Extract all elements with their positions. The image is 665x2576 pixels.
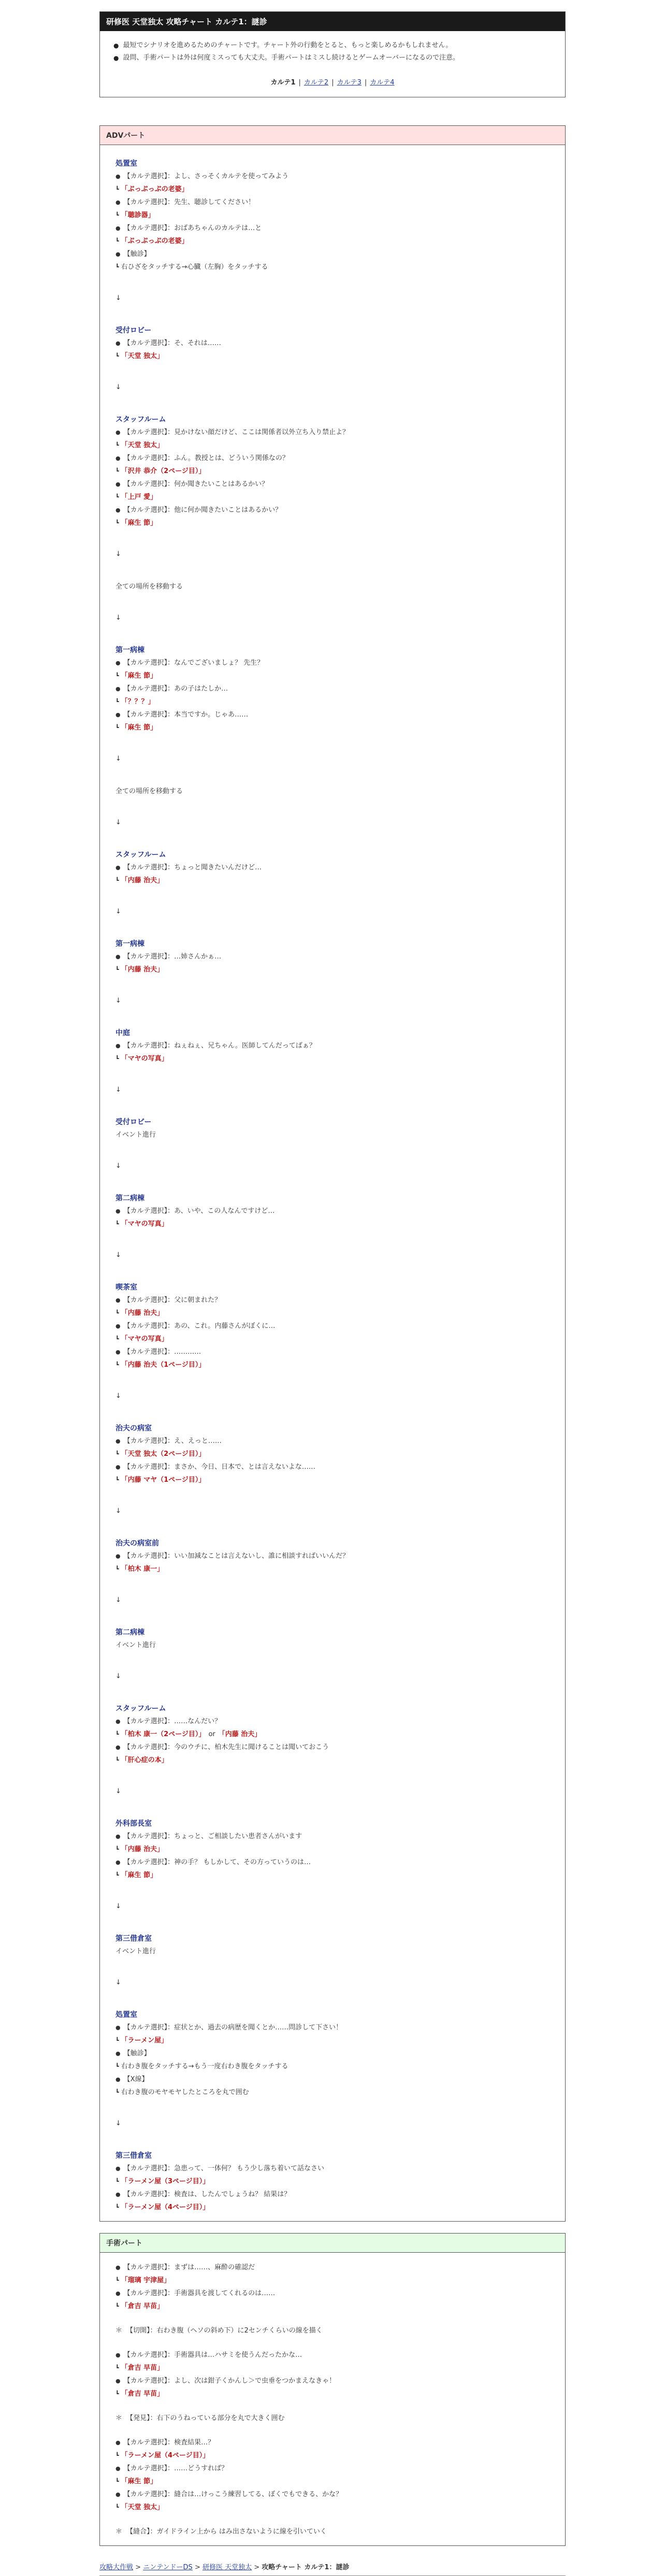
answer-text: 「天堂 独太」 xyxy=(121,2503,164,2511)
down-arrow: ↓ xyxy=(115,755,121,763)
choice-answer xyxy=(115,183,554,196)
choice-answer xyxy=(115,439,554,452)
choice-prompt: ● 【カルテ選択】：あの、これ。内藤さんがぼくに… xyxy=(115,1320,554,1333)
answer-text: 「マヤの写真」 xyxy=(121,1220,168,1228)
choice-answer xyxy=(115,1333,554,1346)
breadcrumb-link[interactable]: 研修医 天堂独太 xyxy=(202,2564,252,2571)
answer-text: 「沢井 恭介（2ページ目）」 xyxy=(121,467,206,475)
choice-prompt: ● 【カルテ選択】：今のウチに、柏木先生に聞けることは聞いておこう xyxy=(115,1741,554,1754)
choice-prompt: ● 【カルテ選択】：ねぇねぇ、兄ちゃん。医師してんだってばぁ？ xyxy=(115,1039,554,1052)
choice-prompt: ● 【カルテ選択】：本当ですか。じゃあ…… xyxy=(115,708,554,721)
choice-prompt: ● 【カルテ選択】：ふん。教授とは、どういう関係なの？ xyxy=(115,452,554,465)
choice-prompt: ● 【カルテ選択】：検査は、したんでしょうね？ 結果は？ xyxy=(115,2188,554,2201)
choice-answer xyxy=(115,2300,554,2313)
choice-answer xyxy=(115,2086,554,2099)
choice-answer xyxy=(115,2475,554,2488)
answer-text: 「麻生 節」 xyxy=(121,724,157,732)
down-arrow: ↓ xyxy=(115,1979,121,1986)
answer-text: 「柏木 康一」 xyxy=(121,1565,164,1573)
bullet-icon: ● xyxy=(113,42,119,49)
down-arrow: ↓ xyxy=(115,1507,121,1515)
choice-answer xyxy=(115,350,554,363)
answer-text: 「倉吉 早苗」 xyxy=(121,2302,164,2310)
answer-text: 「ラーメン屋」 xyxy=(121,2037,168,2044)
step-text: イベント進行 xyxy=(115,1948,156,1955)
answer-text: 「内藤 治夫（1ページ目）」 xyxy=(121,1361,206,1369)
choice-prompt: ● 【カルテ選択】：いい加減なことは言えないし、誰に相談すればいいんだ？ xyxy=(115,1550,554,1563)
choice-prompt: ● 【カルテ選択】：神の手？ もしかして、その方っていうのは… xyxy=(115,1856,554,1869)
karte-link[interactable]: カルテ3 xyxy=(337,79,362,87)
answer-text: 「ぷっぷっぷの老婆」 xyxy=(121,185,189,193)
choice-prompt: ● 【カルテ選択】：父に朝まれた？ xyxy=(115,1294,554,1307)
spacer xyxy=(115,2337,554,2349)
step-text: 全ての場所を移動する xyxy=(115,788,183,795)
down-arrow: ↓ xyxy=(115,1596,121,1604)
answer-text: 「瑠璃 宇津屋」 xyxy=(121,2277,171,2284)
choice-answer xyxy=(115,721,554,734)
breadcrumb-current: 攻略チャート カルテ1：謎診 xyxy=(262,2564,350,2571)
karte-link[interactable]: カルテ4 xyxy=(370,79,395,87)
answer-text: 右ひざをタッチする→心臓（左胸）をタッチする xyxy=(121,263,268,271)
location-heading: 治夫の病室 xyxy=(115,1424,152,1433)
location-heading: 外科部長室 xyxy=(115,1820,152,1828)
down-arrow: ↓ xyxy=(115,1251,121,1259)
answer-text: 「麻生 節」 xyxy=(121,519,157,527)
answer-text: 「ラーメン屋（3ページ目）」 xyxy=(121,2178,210,2185)
answer-text: 「マヤの写真」 xyxy=(121,1055,168,1063)
nav-separator: | xyxy=(298,79,301,87)
choice-answer xyxy=(115,517,554,529)
surgery-step: ＊ 【縫合】：ガイドライン上から はみ出さないように線を引いていく xyxy=(115,2525,554,2538)
down-arrow: ↓ xyxy=(115,1086,121,1094)
choice-prompt: ● 【カルテ選択】：よし、さっそくカルテを使ってみよう xyxy=(115,170,554,183)
choice-prompt: ● 【カルテ選択】：え、えっと…… xyxy=(115,1435,554,1448)
choice-answer xyxy=(115,1869,554,1882)
location-heading: 中庭 xyxy=(115,1029,130,1037)
answer-text: 「マヤの写真」 xyxy=(121,1335,168,1343)
surgery-step: ＊ 【発見】：右下のうねっている部分を丸で大きく囲む xyxy=(115,2412,554,2425)
down-arrow: ↓ xyxy=(115,550,121,558)
down-arrow: ↓ xyxy=(115,1672,121,1680)
choice-prompt: ● 【カルテ選択】：なんでございましょ？ 先生？ xyxy=(115,656,554,669)
choice-prompt: ● 【カルテ選択】：よし、次は鉗子くかんし＞で虫垂をつかまえなきゃ！ xyxy=(115,2374,554,2387)
down-arrow: ↓ xyxy=(115,908,121,915)
choice-answer xyxy=(115,963,554,976)
location-heading: 第三借倉室 xyxy=(115,2152,152,2160)
location-heading: 処置室 xyxy=(115,160,137,168)
location-heading: スタッフルーム xyxy=(115,851,166,859)
answer-text: 「倉吉 早苗」 xyxy=(121,2390,164,2398)
adv-section-title: ADVパート xyxy=(100,126,565,145)
choice-prompt: ● 【カルテ選択】：……なんだい？ xyxy=(115,1715,554,1728)
answer-text: 「麻生 節」 xyxy=(121,672,157,680)
down-arrow: ↓ xyxy=(115,294,121,302)
location-heading: スタッフルーム xyxy=(115,1705,166,1713)
choice-answer xyxy=(115,2060,554,2073)
answer-text: 「内藤 マヤ（1ページ目）」 xyxy=(121,1476,206,1484)
choice-prompt: ● 【カルテ選択】：まさか、今日、日本で、とは言えないよな…… xyxy=(115,1461,554,1473)
breadcrumb-separator: > xyxy=(133,2564,143,2571)
choice-prompt: ● 【カルテ選択】：あの子はたしか… xyxy=(115,682,554,695)
down-arrow: ↓ xyxy=(115,1392,121,1400)
surgery-step: ＊ 【切開】：右わき腹（ヘソの斜め下）に2センチくらいの線を描く xyxy=(115,2324,554,2337)
choice-prompt: ● 【カルテ選択】：そ、それは…… xyxy=(115,337,554,350)
choice-answer xyxy=(115,669,554,682)
location-heading: 治夫の病室前 xyxy=(115,1539,159,1548)
choice-answer xyxy=(115,491,554,504)
breadcrumb-link[interactable]: 攻略大作戦 xyxy=(99,2564,134,2571)
choice-prompt: ● 【X線】 xyxy=(115,2073,554,2086)
answer-text: 右わき腹をタッチする→もう一度右わき腹をタッチする xyxy=(121,2063,288,2070)
choice-prompt: ● 【触診】 xyxy=(115,248,554,261)
surgery-section-body xyxy=(100,2253,565,2545)
choice-answer xyxy=(115,1728,554,1741)
choice-answer xyxy=(115,1563,554,1576)
down-arrow: ↓ xyxy=(115,1787,121,1795)
surgery-section xyxy=(99,2233,566,2546)
choice-answer xyxy=(115,1843,554,1856)
location-heading: 処置室 xyxy=(115,2011,137,2019)
choice-prompt: ● 【カルテ選択】：ちょっと聞きたいんだけど… xyxy=(115,861,554,874)
location-heading: 喫茶室 xyxy=(115,1283,137,1292)
answer-text: 「？？？」 xyxy=(121,698,155,706)
nav-separator: | xyxy=(364,79,367,87)
answer-text: 「麻生 節」 xyxy=(121,2478,157,2485)
answer-text: 「天堂 独太」 xyxy=(121,441,164,449)
answer-text: 「天堂 独太」 xyxy=(121,352,164,360)
answer-text: 「肝心症の本」 xyxy=(121,1756,168,1764)
karte-link[interactable]: カルテ2 xyxy=(303,79,329,87)
choice-prompt: ● 【カルテ選択】：まずは……、麻酔の確認だ xyxy=(115,2261,554,2274)
choice-answer xyxy=(115,1218,554,1230)
spacer xyxy=(115,2400,554,2412)
karte-nav xyxy=(113,77,552,87)
choice-prompt: ● 【カルテ選択】：……どうすれば？ xyxy=(115,2462,554,2475)
intro-notes xyxy=(100,31,565,97)
choice-prompt: ● 【カルテ選択】：おばあちゃんのカルテは…と xyxy=(115,222,554,235)
answer-text: 「内藤 治夫」 xyxy=(121,966,164,974)
choice-answer xyxy=(115,209,554,222)
adv-section-body xyxy=(100,145,565,2221)
spacer xyxy=(115,2313,554,2324)
intro-box xyxy=(99,11,566,97)
choice-prompt: ● 【カルテ選択】：………… xyxy=(115,1346,554,1358)
choice-prompt: ● 【カルテ選択】：症状とか、過去の病歴を聞くとか……問診して下さい！ xyxy=(115,2021,554,2034)
answer-text: 「内藤 治夫」 xyxy=(121,877,164,884)
answer-text: 「上戸 愛」 xyxy=(121,493,157,501)
choice-prompt: ● 【カルテ選択】：他に何か聞きたいことはあるかい？ xyxy=(115,504,554,517)
choice-prompt: ● 【カルテ選択】：急患って、一体何？ もう少し落ち着いて話なさい xyxy=(115,2162,554,2175)
answer-text: 「柏木 康一（2ページ目）」 xyxy=(121,1730,206,1738)
surgery-section-title: 手術パート xyxy=(100,2234,565,2253)
down-arrow: ↓ xyxy=(115,819,121,826)
choice-answer xyxy=(115,2362,554,2374)
down-arrow: ↓ xyxy=(115,383,121,391)
step-text: イベント進行 xyxy=(115,1131,156,1139)
answer-text: 「ラーメン屋（4ページ目）」 xyxy=(121,2452,210,2459)
location-heading: 第二病棟 xyxy=(115,1194,144,1203)
choice-answer xyxy=(115,2501,554,2514)
choice-prompt: ● 【カルテ選択】：ちょっと、ご相談したい患者さんがいます xyxy=(115,1830,554,1843)
choice-answer xyxy=(115,1448,554,1461)
karte-current: カルテ1 xyxy=(270,79,296,87)
location-heading: 第二病棟 xyxy=(115,1628,144,1637)
choice-prompt: ● 【触診】 xyxy=(115,2047,554,2060)
choice-prompt: ● 【カルテ選択】：あ、いや、この人なんですけど… xyxy=(115,1205,554,1218)
location-heading: 第一病棟 xyxy=(115,646,144,654)
answer-text: 「ぷっぷっぷの老婆」 xyxy=(121,237,189,245)
choice-prompt: ● 【カルテ選択】：手術器具は…ハサミを使うんだったかな… xyxy=(115,2349,554,2362)
choice-prompt: ● 【カルテ選択】：…姉さんかぁ… xyxy=(115,950,554,963)
choice-prompt: ● 【カルテ選択】：見かけない顔だけど、ここは関係者以外立ち入り禁止よ？ xyxy=(115,426,554,439)
choice-prompt: ● 【カルテ選択】：手術器具を渡してくれるのは…… xyxy=(115,2287,554,2300)
page-title: 研修医 天堂独太 攻略チャート カルテ1：謎診 xyxy=(100,12,565,31)
down-arrow: ↓ xyxy=(115,1902,121,1910)
choice-answer xyxy=(115,261,554,274)
nav-separator: | xyxy=(331,79,334,87)
choice-answer xyxy=(115,874,554,887)
note-item: ● 設問、手術パートは外は何度ミスっても大丈夫。手術パートはミスし続けるとゲームオーバーになるので注意。 xyxy=(113,52,552,64)
choice-prompt: ● 【カルテ選択】：縫合は…けっこう練習してる、ぼくでもできる、かな？ xyxy=(115,2488,554,2501)
location-heading: 受付ロビー xyxy=(115,326,152,335)
choice-answer xyxy=(115,2175,554,2188)
location-heading: スタッフルーム xyxy=(115,416,166,424)
choice-answer xyxy=(115,235,554,248)
answer-text: 「倉吉 早苗」 xyxy=(121,2364,164,2372)
choice-answer xyxy=(115,695,554,708)
breadcrumb xyxy=(99,2561,566,2576)
down-arrow: ↓ xyxy=(115,2120,121,2127)
location-heading: 第一病棟 xyxy=(115,940,144,948)
step-text: イベント進行 xyxy=(115,1641,156,1649)
choice-prompt: ● 【カルテ選択】：検査結果…？ xyxy=(115,2436,554,2449)
answer-text: 「内藤 治夫」 xyxy=(218,1730,262,1738)
adv-section xyxy=(99,125,566,2222)
answer-text: 「ラーメン屋（4ページ目）」 xyxy=(121,2203,210,2211)
spacer xyxy=(115,2425,554,2436)
answer-text: 右わき腹のモヤモヤしたところを丸で囲む xyxy=(121,2088,249,2096)
answer-text: 「麻生 節」 xyxy=(121,1871,157,1879)
choice-answer xyxy=(115,1052,554,1065)
choice-answer xyxy=(115,1358,554,1371)
down-arrow: ↓ xyxy=(115,614,121,622)
spacer xyxy=(115,2514,554,2525)
location-heading: 受付ロビー xyxy=(115,1118,152,1126)
choice-answer xyxy=(115,2274,554,2287)
location-heading: 第三借倉室 xyxy=(115,1935,152,1943)
down-arrow: ↓ xyxy=(115,1162,121,1170)
choice-answer xyxy=(115,2201,554,2214)
answer-text: 「天堂 独太（2ページ目）」 xyxy=(121,1450,206,1458)
choice-prompt: ● 【カルテ選択】：何か聞きたいことはあるかい？ xyxy=(115,478,554,491)
choice-answer xyxy=(115,1473,554,1486)
down-arrow: ↓ xyxy=(115,997,121,1005)
bullet-icon: ● xyxy=(113,54,119,62)
answer-text: 「内藤 治夫」 xyxy=(121,1845,164,1853)
or-label: or xyxy=(208,1730,215,1738)
choice-prompt: ● 【カルテ選択】：先生、聴診してください！ xyxy=(115,196,554,209)
breadcrumb-link[interactable]: ニンテンドーDS xyxy=(143,2564,193,2571)
note-item: ● 最短でシナリオを進めるためのチャートです。チャート外の行動をとると、もっと楽しめるかもしれません。 xyxy=(113,39,552,52)
choice-answer xyxy=(115,1754,554,1767)
answer-text: 「聴診器」 xyxy=(121,211,155,219)
choice-answer xyxy=(115,2449,554,2462)
answer-text: 「内藤 治夫」 xyxy=(121,1309,164,1317)
step-text: 全ての場所を移動する xyxy=(115,583,183,591)
choice-answer xyxy=(115,1307,554,1320)
choice-answer xyxy=(115,2034,554,2047)
breadcrumb-separator: > xyxy=(192,2564,203,2571)
choice-answer xyxy=(115,465,554,478)
breadcrumb-separator: > xyxy=(252,2564,262,2571)
choice-answer xyxy=(115,2387,554,2400)
